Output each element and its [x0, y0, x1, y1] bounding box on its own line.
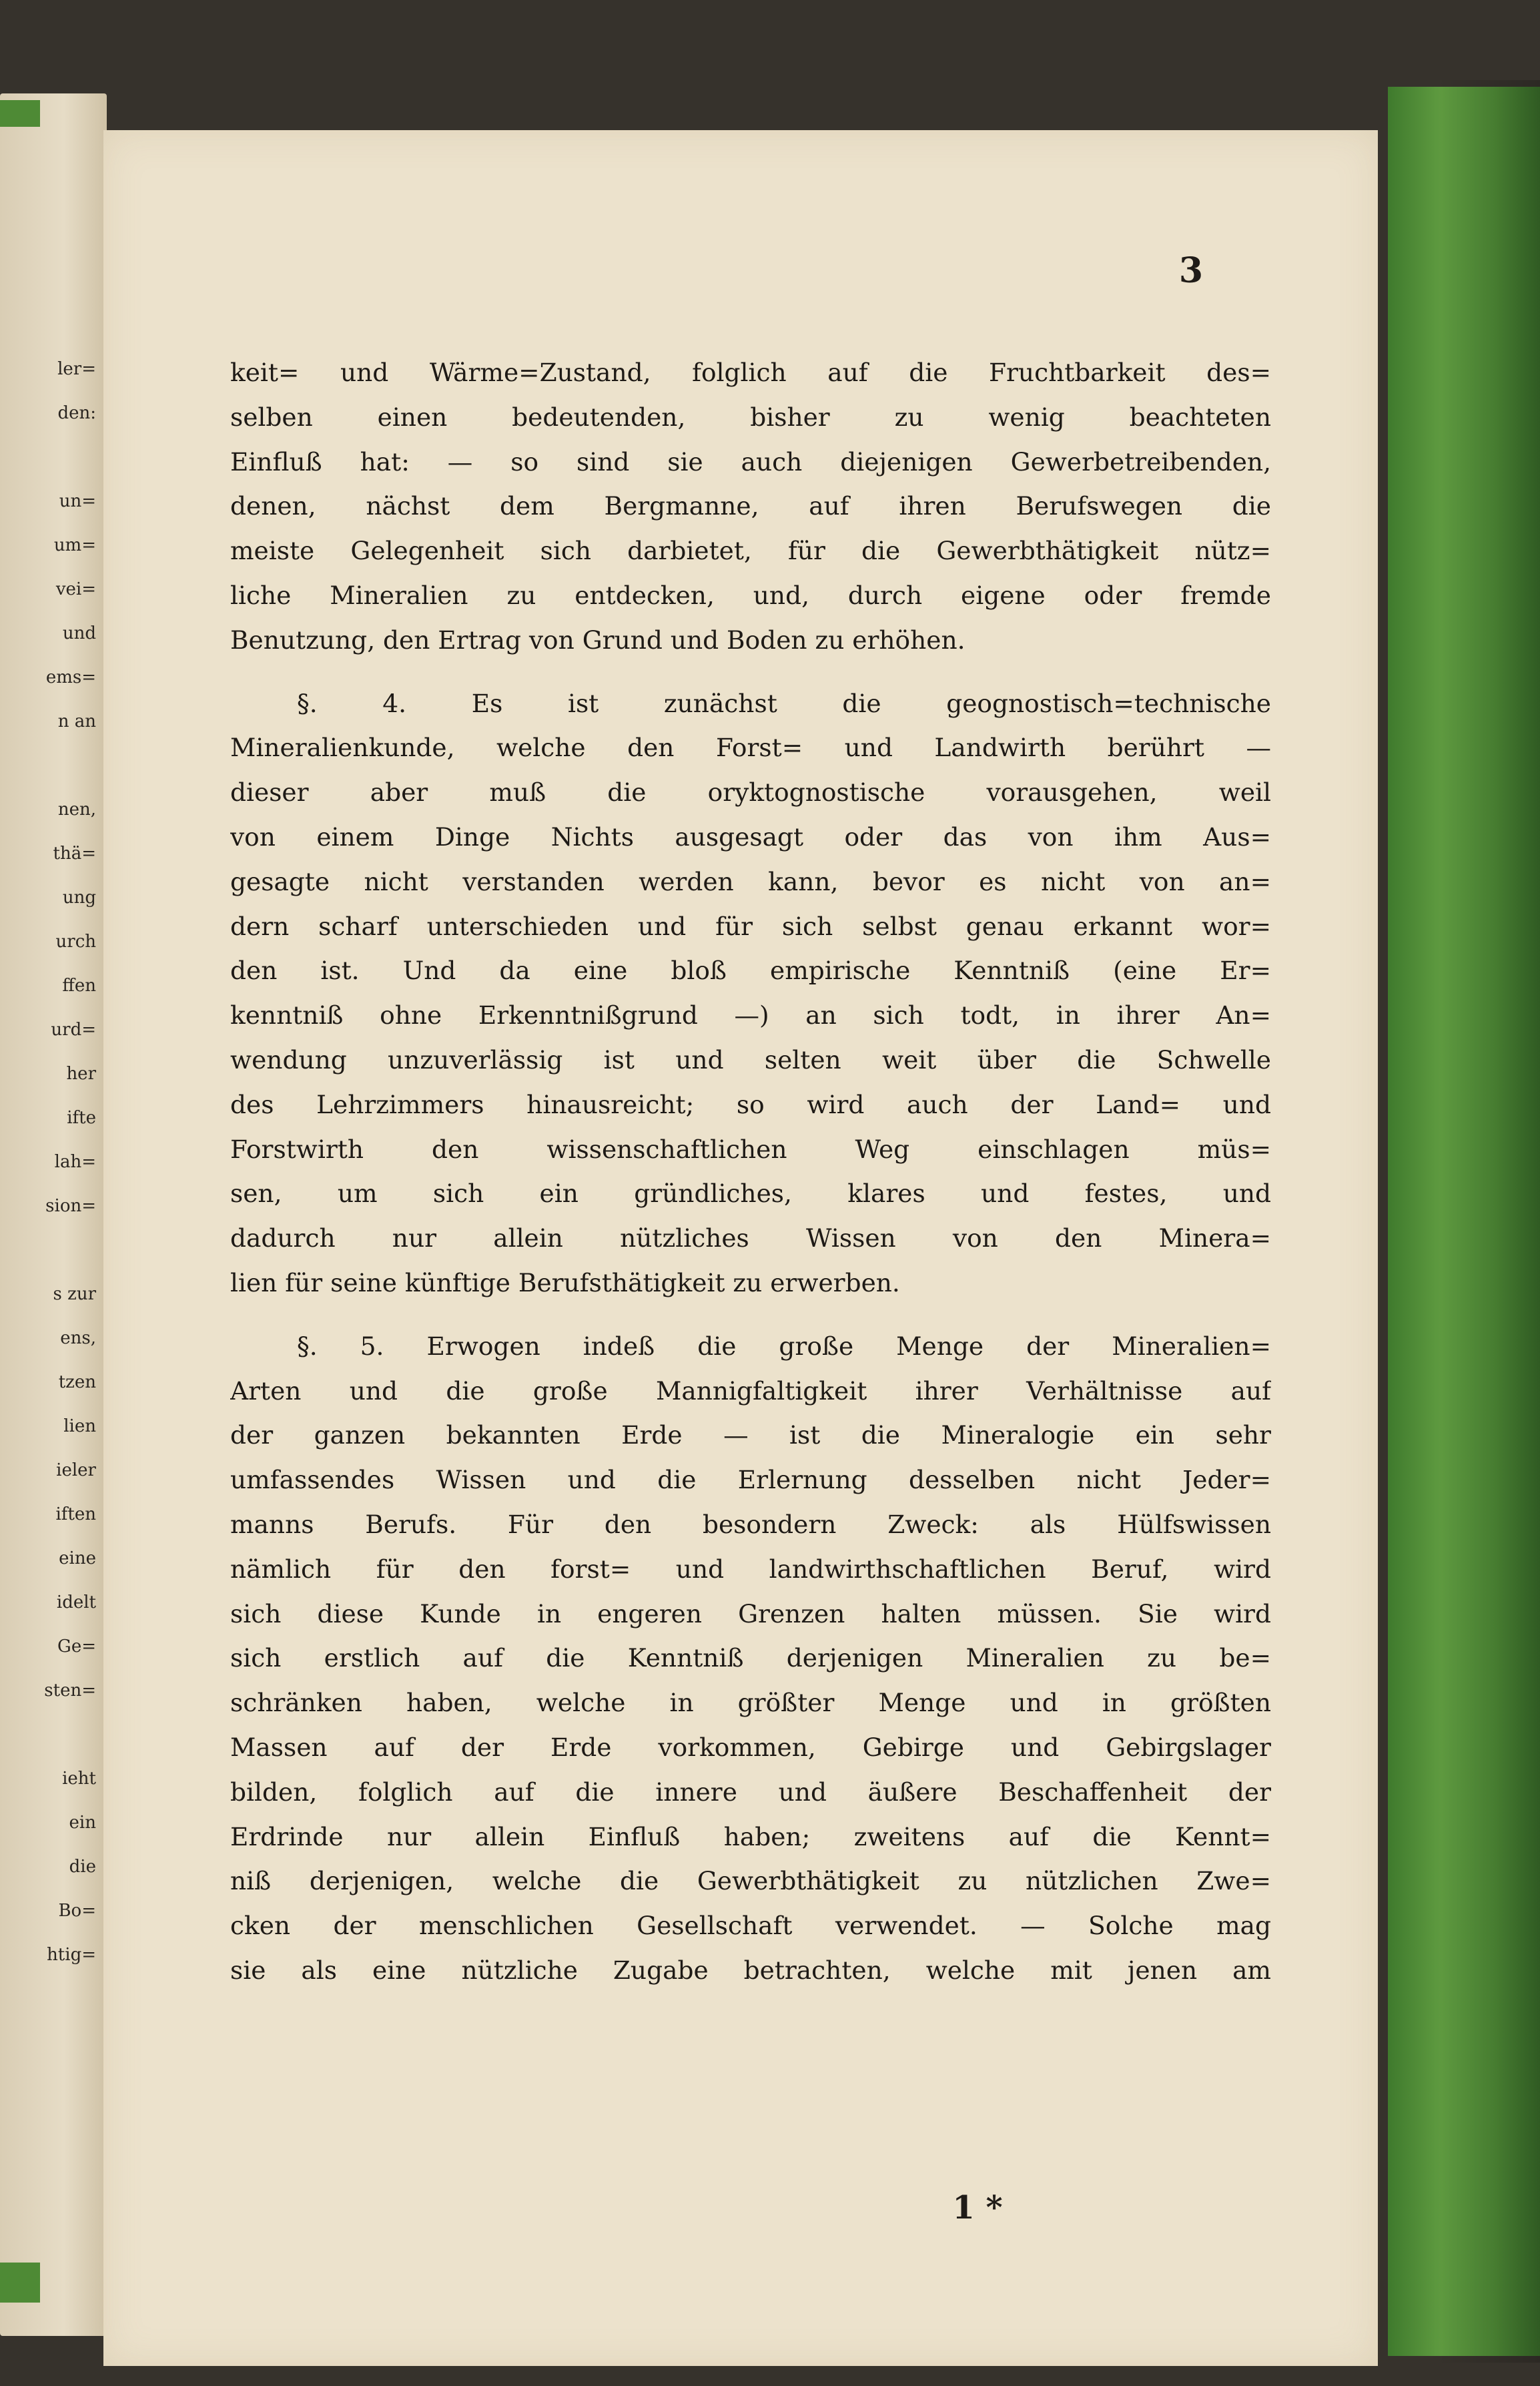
printer-signature-mark: 1 * — [952, 2189, 1003, 2226]
paragraph-gap — [230, 1305, 1271, 1324]
paragraph-2-section-4 — [230, 681, 1271, 1305]
previous-page-fragment: urd= — [51, 1020, 96, 1040]
previous-page-cover-bottom — [0, 2263, 40, 2303]
previous-page-fragment: ifte — [67, 1108, 96, 1128]
previous-page-fragment: ein — [69, 1813, 96, 1833]
previous-page-fragment: lien — [63, 1416, 96, 1436]
previous-page-fragment: lah= — [54, 1152, 96, 1172]
previous-page-fragment: thä= — [53, 844, 96, 864]
paragraph-gap — [230, 663, 1271, 681]
text-line: Erdrinde nur allein Einfluß haben; zweitens auf die Kennt= — [230, 1821, 1271, 1851]
previous-page-fragment: ung — [62, 888, 96, 908]
text-line: denen, nächst dem Bergmanne, auf ihren Berufswegen die — [230, 491, 1271, 521]
text-line: selben einen bedeutenden, bisher zu wenig beachteten — [230, 402, 1271, 432]
text-line: kenntniß ohne Erkenntnißgrund —) an sich todt, in ihrer An= — [230, 1000, 1271, 1030]
previous-page-text-fragments — [4, 347, 104, 1977]
text-line: lien für seine künftige Berufsthätigkeit zu erwerben. — [230, 1267, 900, 1297]
previous-page-fragment: sten= — [44, 1681, 96, 1701]
paragraph-3-section-5 — [230, 1324, 1271, 1993]
previous-page-fragment: nen, — [57, 800, 96, 820]
text-line: meiste Gelegenheit sich darbietet, für die Gewerbthätigkeit nütz= — [230, 536, 1271, 566]
text-line: sich diese Kunde in engeren Grenzen halten müssen. Sie wird — [230, 1598, 1271, 1628]
previous-page-fragment: ler= — [57, 359, 96, 379]
text-line: sen, um sich ein gründliches, klares und festes, und — [230, 1179, 1271, 1209]
previous-page-fragment: ens, — [60, 1328, 96, 1348]
previous-page-fragment: ffen — [62, 976, 96, 996]
previous-page-fragment: ieht — [62, 1769, 96, 1789]
text-line: dern scharf unterschieden und für sich selbst genau erkannt wor= — [230, 911, 1271, 941]
text-line: dadurch nur allein nützliches Wissen von den Minera= — [230, 1223, 1271, 1253]
previous-page-fragment: und — [62, 623, 96, 643]
previous-page-fragment: ems= — [45, 667, 96, 687]
text-line: keit= und Wärme=Zustand, folglich auf die Fruchtbarkeit des= — [230, 358, 1271, 387]
text-line: des Lehrzimmers hinausreicht; so wird auch der Land= und — [230, 1089, 1271, 1119]
book-page — [103, 130, 1378, 2366]
previous-page-fragment: idelt — [56, 1592, 96, 1612]
previous-page-fragment: Bo= — [58, 1901, 96, 1921]
text-line: bilden, folglich auf die innere und äußere Beschaffenheit der — [230, 1777, 1271, 1807]
previous-page-fragment: tzen — [58, 1372, 96, 1392]
text-line: nämlich für den forst= und landwirthschaftlichen Beruf, wird — [230, 1554, 1271, 1584]
previous-page-fragment: iften — [55, 1504, 96, 1524]
text-line: von einem Dinge Nichts ausgesagt oder das von ihm Aus= — [230, 822, 1271, 852]
previous-page-fragment — [4, 435, 104, 479]
text-line: sie als eine nützliche Zugabe betrachten, welche mit jenen am — [230, 1955, 1271, 1985]
text-line: Benutzung, den Ertrag von Grund und Boden zu erhöhen. — [230, 625, 966, 655]
previous-page-fragment: un= — [59, 491, 96, 511]
previous-page-fragment: n an — [57, 711, 96, 731]
previous-page-fragment: s zur — [53, 1284, 96, 1304]
paragraph-1 — [230, 350, 1271, 663]
text-line: der ganzen bekannten Erde — ist die Mineralogie ein sehr — [230, 1420, 1271, 1450]
previous-page-fragment: sion= — [45, 1196, 96, 1216]
text-line: Massen auf der Erde vorkommen, Gebirge und Gebirgslager — [230, 1732, 1271, 1762]
previous-page-cover-top — [0, 100, 40, 127]
previous-page-fragment — [4, 1228, 104, 1272]
text-line: niß derjenigen, welche die Gewerbthätigkeit zu nützlichen Zwe= — [230, 1866, 1271, 1896]
text-line: §. 4. Es ist zunächst die geognostisch=technische — [297, 688, 1271, 718]
previous-page-fragment: urch — [55, 932, 96, 952]
page-text — [230, 350, 1271, 1993]
previous-page-fragment: ieler — [56, 1460, 96, 1480]
previous-page-fragment: die — [69, 1857, 96, 1877]
text-line: umfassendes Wissen und die Erlernung desselben nicht Jeder= — [230, 1465, 1271, 1495]
previous-page-fragment: her — [66, 1064, 96, 1084]
previous-page-fragment: um= — [53, 535, 96, 555]
text-line: §. 5. Erwogen indeß die große Menge der Mineralien= — [297, 1331, 1271, 1361]
text-line: den ist. Und da eine bloß empirische Kenntniß (eine Er= — [230, 956, 1271, 986]
text-line: dieser aber muß die oryktognostische vorausgehen, weil — [230, 778, 1271, 808]
previous-page-fragment: vei= — [55, 579, 96, 599]
text-line: manns Berufs. Für den besondern Zweck: als Hülfswissen — [230, 1509, 1271, 1539]
previous-page-fragment: Ge= — [57, 1636, 96, 1657]
text-line: Mineralienkunde, welche den Forst= und Landwirth berührt — — [230, 733, 1271, 763]
book-cover-shadow — [1435, 80, 1540, 2363]
text-line: schränken haben, welche in größter Menge und in größten — [230, 1688, 1271, 1718]
text-line: cken der menschlichen Gesellschaft verwendet. — Solche mag — [230, 1911, 1271, 1941]
page-number: 3 — [1178, 250, 1204, 291]
previous-page-fragment: den: — [57, 403, 96, 423]
text-line: Einfluß hat: — so sind sie auch diejenigen Gewerbetreibenden, — [230, 446, 1271, 477]
text-line: liche Mineralien zu entdecken, und, durch eigene oder fremde — [230, 580, 1271, 610]
text-line: Arten und die große Mannigfaltigkeit ihrer Verhältnisse auf — [230, 1376, 1271, 1406]
text-line: wendung unzuverlässig ist und selten weit über die Schwelle — [230, 1045, 1271, 1075]
text-line: Forstwirth den wissenschaftlichen Weg einschlagen müs= — [230, 1134, 1271, 1164]
previous-page-fragment — [4, 1713, 104, 1757]
text-line: sich erstlich auf die Kenntniß derjenigen Mineralien zu be= — [230, 1643, 1271, 1673]
previous-page-fragment: eine — [59, 1548, 96, 1568]
text-line: gesagte nicht verstanden werden kann, bevor es nicht von an= — [230, 866, 1271, 896]
previous-page-fragment — [4, 743, 104, 788]
previous-page-fragment: htig= — [47, 1945, 96, 1965]
